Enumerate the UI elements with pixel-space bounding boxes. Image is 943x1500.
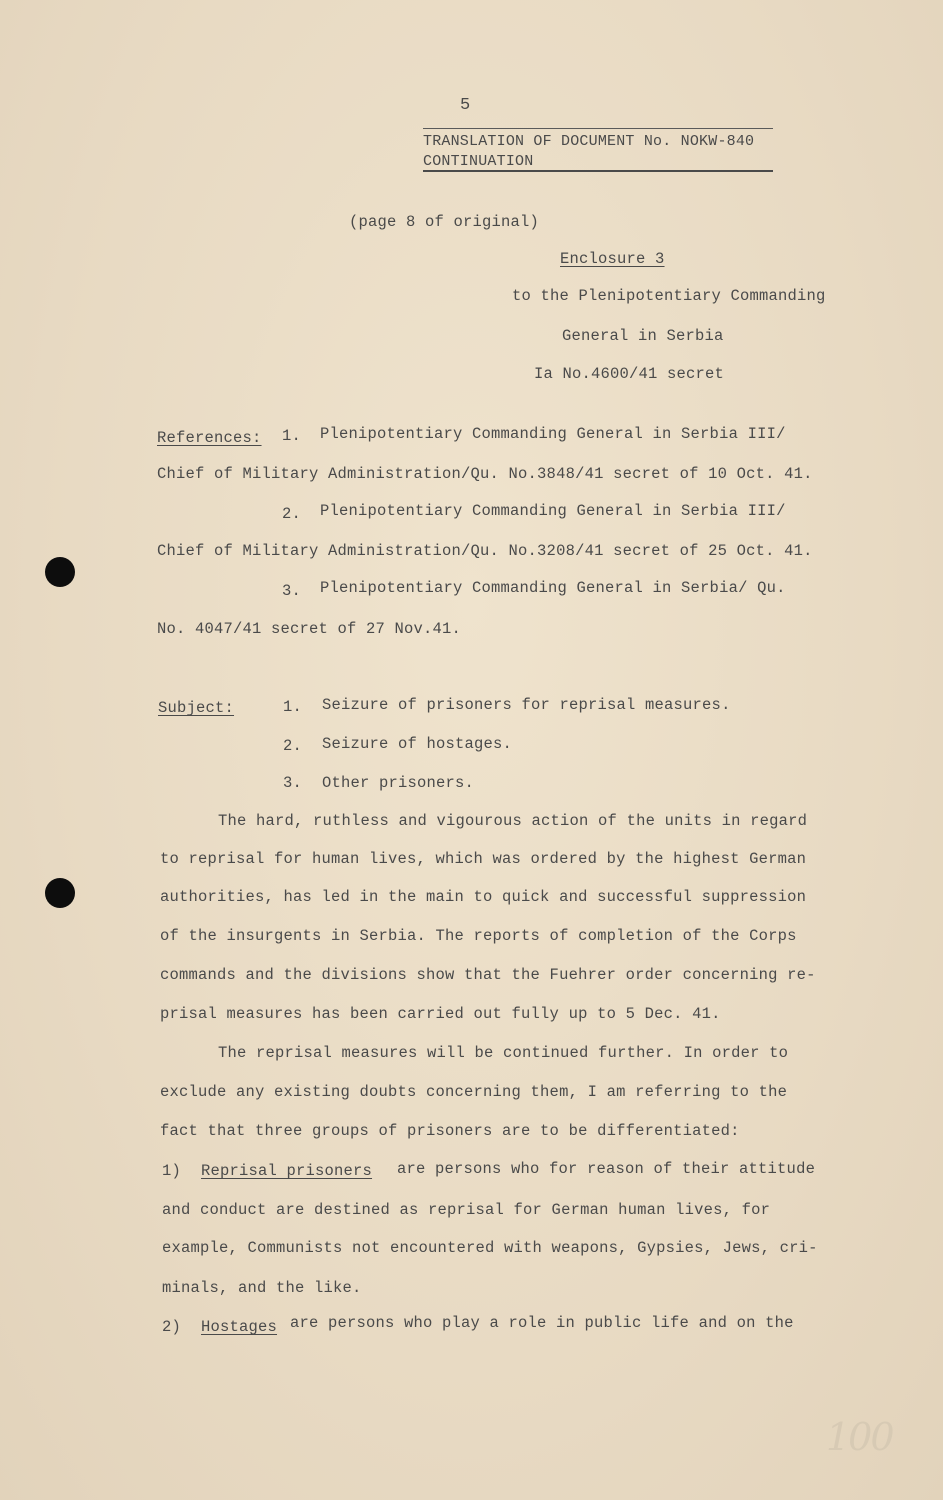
- paragraph-line: authorities, has led in the main to quick and successful suppression: [160, 888, 807, 906]
- reference-line: Plenipotentiary Commanding General in Serbia III/: [320, 425, 786, 443]
- references-label: References:: [157, 429, 262, 447]
- reference-line: No. 4047/41 secret of 27 Nov.41.: [157, 620, 462, 638]
- enclosure-title: Enclosure 3: [560, 250, 665, 268]
- reference-line: Plenipotentiary Commanding General in Serbia III/: [320, 502, 786, 520]
- paragraph-line: fact that three groups of prisoners are to be differentiated:: [160, 1122, 740, 1140]
- reference-line: Chief of Military Administration/Qu. No.3848/41 secret of 10 Oct. 41.: [157, 465, 813, 483]
- enclosure-line: General in Serbia: [562, 327, 724, 345]
- paragraph-line: prisal measures has been carried out fully up to 5 Dec. 41.: [160, 1005, 721, 1023]
- subject-item: Seizure of prisoners for reprisal measures.: [322, 696, 731, 714]
- reference-number: 1.: [282, 427, 302, 445]
- paragraph-line: to reprisal for human lives, which was ordered by the highest German: [160, 850, 807, 868]
- subject-label: Subject:: [158, 699, 235, 717]
- reference-number: 3.: [282, 582, 302, 600]
- punch-hole: [45, 557, 75, 587]
- list-number: 2): [162, 1318, 182, 1336]
- paragraph-line: are persons who play a role in public life and on the: [290, 1314, 794, 1332]
- paragraph-line: of the insurgents in Serbia. The reports of completion of the Corps: [160, 927, 797, 945]
- enclosure-line: to the Plenipotentiary Commanding: [512, 287, 826, 305]
- page-number: 5: [460, 96, 471, 115]
- paragraph-line: and conduct are destined as reprisal for German human lives, for: [162, 1201, 771, 1219]
- reference-line: Plenipotentiary Commanding General in Serbia/ Qu.: [320, 579, 786, 597]
- paragraph-line: The hard, ruthless and vigourous action of the units in regard: [218, 812, 808, 830]
- paragraph-line: The reprisal measures will be continued further. In order to: [218, 1044, 789, 1062]
- page-reference: (page 8 of original): [349, 213, 540, 231]
- punch-hole: [45, 878, 75, 908]
- enclosure-line: Ia No.4600/41 secret: [534, 365, 725, 383]
- paragraph-line: commands and the divisions show that the Fuehrer order concerning re-: [160, 966, 816, 984]
- paragraph-line: minals, and the like.: [162, 1279, 362, 1297]
- margin-note: 100: [826, 1415, 893, 1459]
- paragraph-line: are persons who for reason of their attitude: [397, 1160, 816, 1178]
- subject-number: 3.: [283, 774, 303, 792]
- paragraph-line: example, Communists not encountered with weapons, Gypsies, Jews, cri-: [162, 1239, 818, 1257]
- paragraph-line: exclude any existing doubts concerning them, I am referring to the: [160, 1083, 788, 1101]
- header-rule-bottom: [423, 170, 773, 172]
- list-number: 1): [162, 1162, 182, 1180]
- subject-item: Seizure of hostages.: [322, 735, 513, 753]
- subject-number: 1.: [283, 698, 303, 716]
- header-title: TRANSLATION OF DOCUMENT No. NOKW-840: [423, 133, 755, 150]
- subject-item: Other prisoners.: [322, 774, 475, 792]
- defined-term: Reprisal prisoners: [201, 1162, 373, 1180]
- reference-line: Chief of Military Administration/Qu. No.3208/41 secret of 25 Oct. 41.: [157, 542, 813, 560]
- header-continuation: CONTINUATION: [423, 153, 534, 170]
- header-rule-top: [423, 128, 773, 129]
- defined-term: Hostages: [201, 1318, 278, 1336]
- reference-number: 2.: [282, 505, 302, 523]
- subject-number: 2.: [283, 737, 303, 755]
